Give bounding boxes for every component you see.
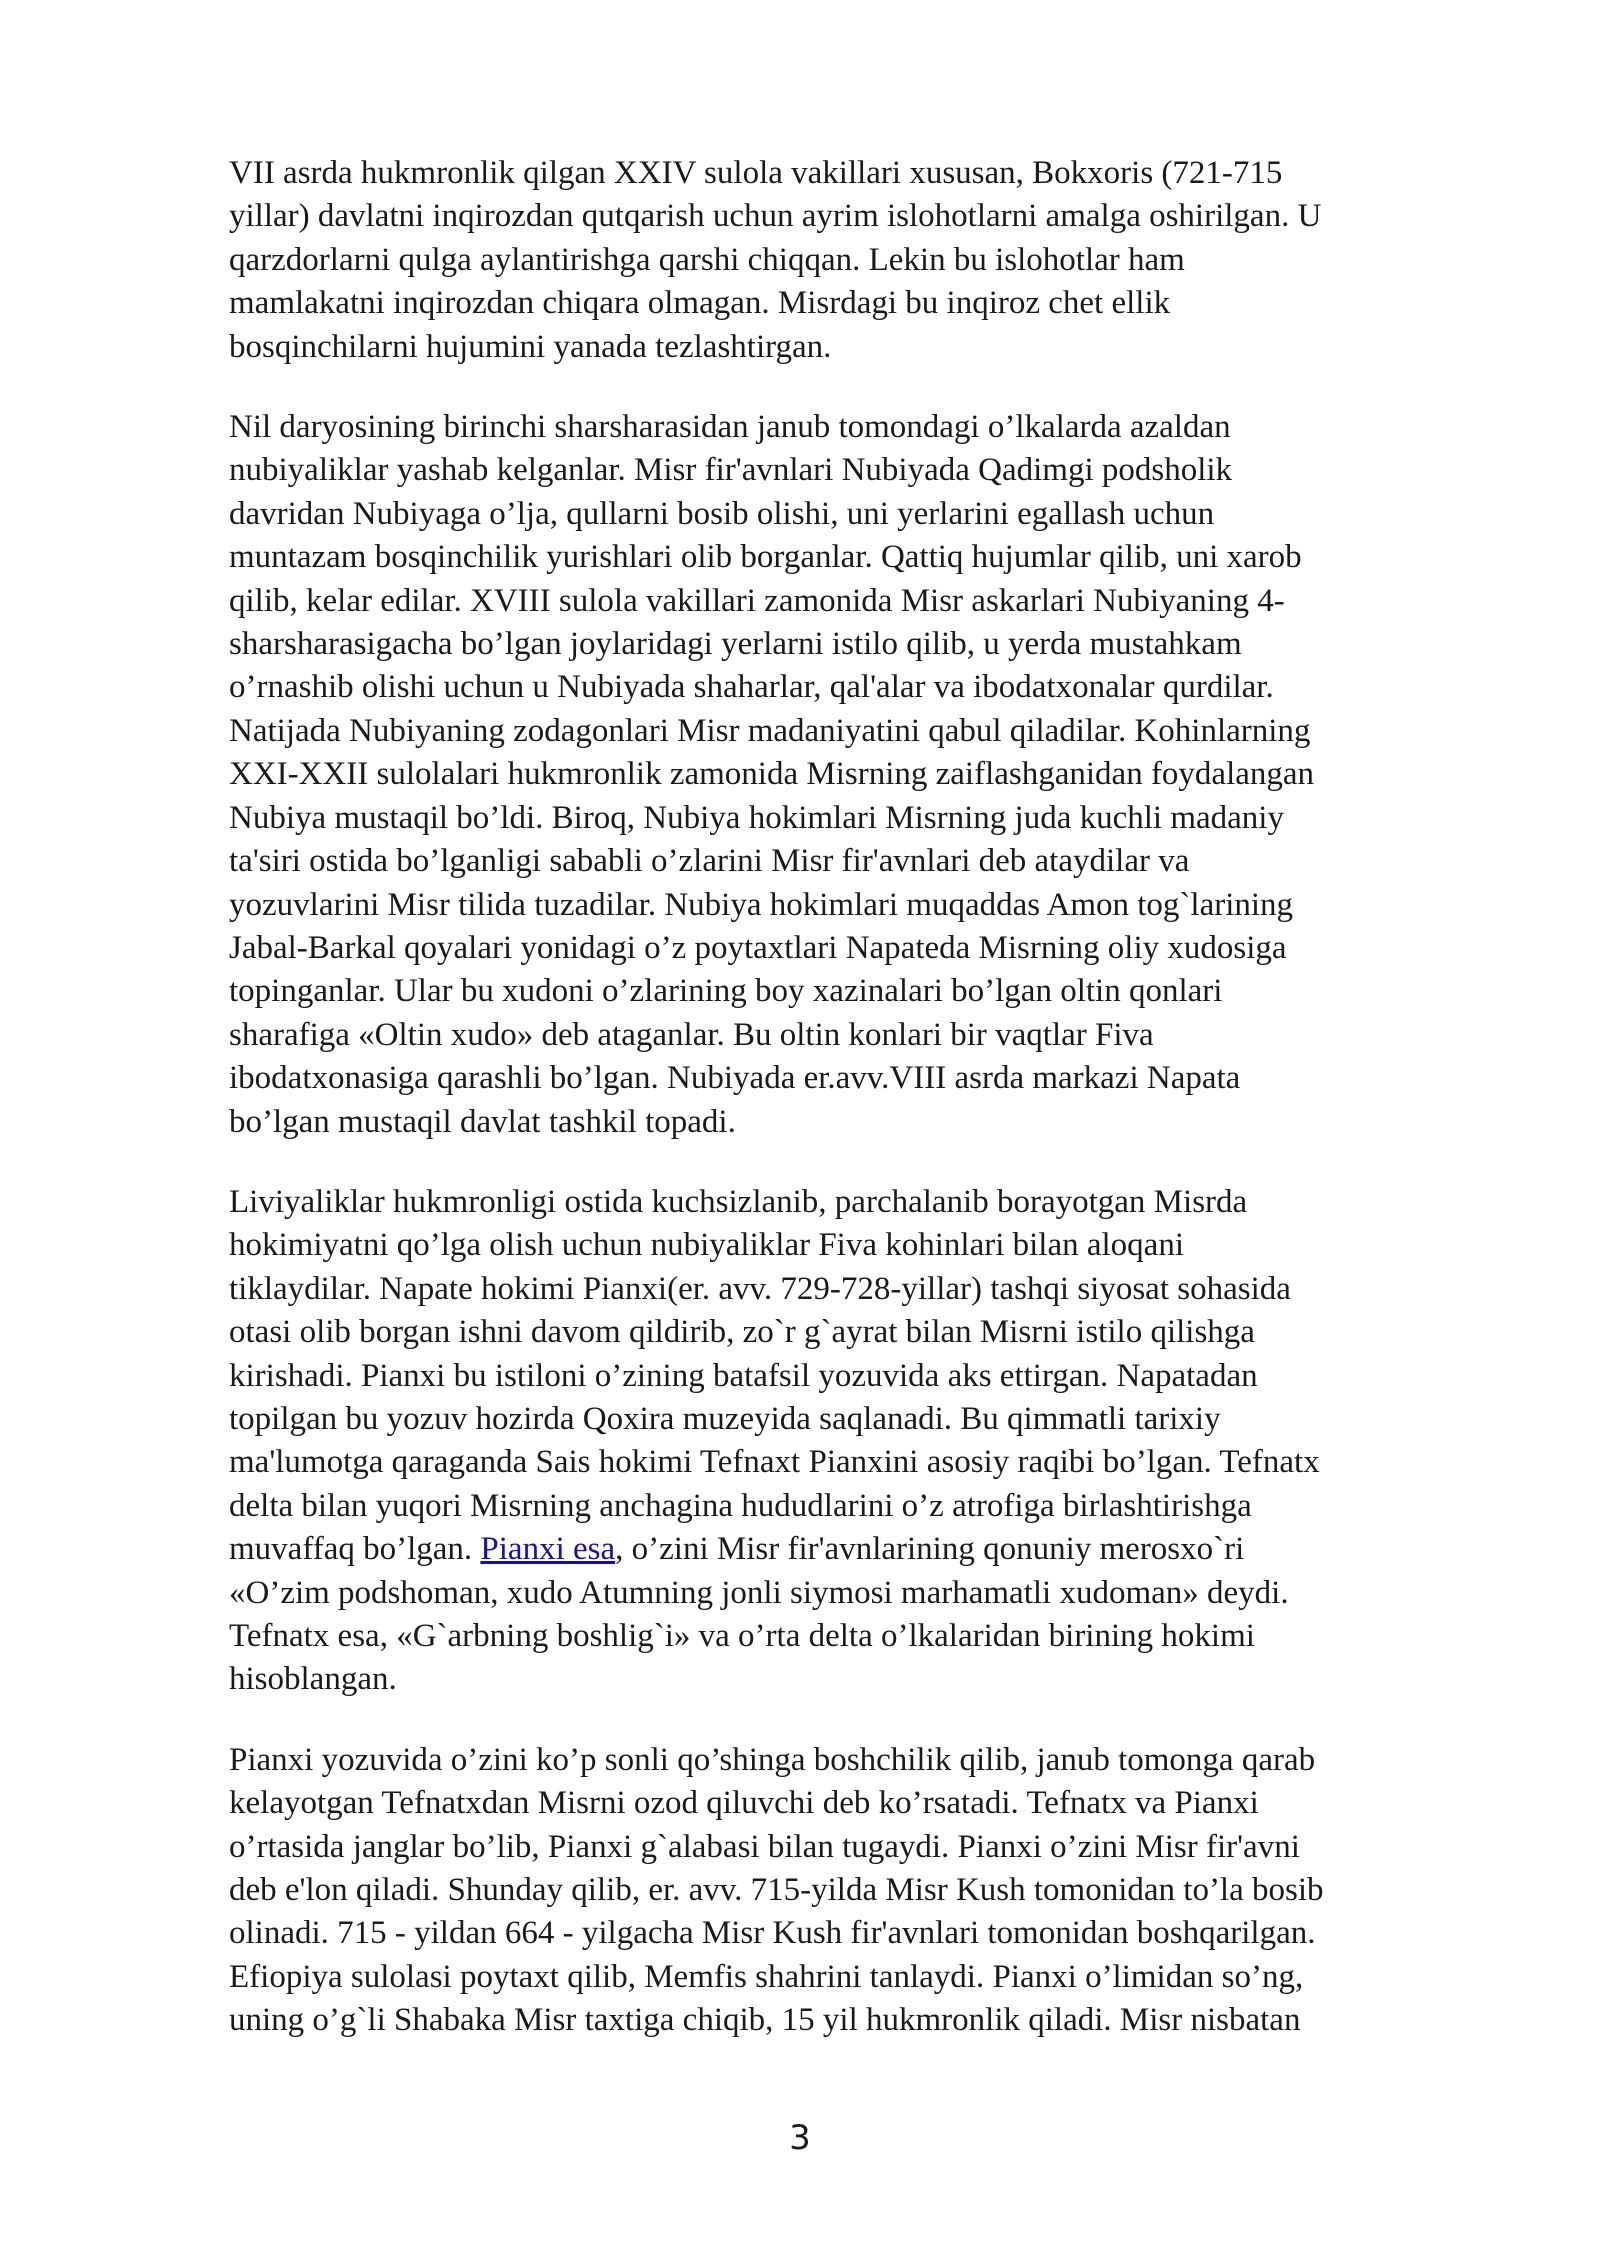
text-line: o’rnashib olishi uchun u Nubiyada shaharlar, qal'alar va ibodatxonalar qurdilar. <box>229 669 1274 706</box>
text-line: kirishadi. Pianxi bu istiloni o’zining batafsil yozuvida aks ettirgan. Napatadan <box>229 1357 1258 1394</box>
text-segment: muvaffaq bo’lgan. <box>229 1531 481 1568</box>
text-line: Tefnatx esa, «G`arbning boshlig`i» va o’rta delta o’lkalaridan birining hokimi <box>229 1618 1255 1654</box>
text-line: uning o’g`li Shabaka Misr taxtiga chiqib, 15 yil hukmronlik qiladi. Misr nisbatan <box>229 2002 1301 2039</box>
text-line: deb e'lon qiladi. Shunday qilib, er. avv. 715-yilda Misr Kush tomonidan to’la bosib <box>229 1872 1324 1909</box>
body-text <box>229 152 1489 2080</box>
pianxi-esa-link[interactable]: Pianxi esa <box>480 1531 616 1568</box>
paragraph-1 <box>229 152 1489 369</box>
text-line: o’rtasida janglar bo’lib, Pianxi g`alabasi bilan tugaydi. Pianxi o’zini Misr fir'avni <box>229 1828 1300 1865</box>
text-line-with-link <box>229 1528 1489 1571</box>
text-line: ibodatxonasiga qarashli bo’lgan. Nubiyada er.avv.VIII asrda markazi Napata <box>229 1060 1241 1097</box>
text-line: Nubiya mustaqil bo’ldi. Biroq, Nubiya hokimlari Misrning juda kuchli madaniy <box>229 799 1284 836</box>
page-number: 3 <box>789 2118 811 2158</box>
text-line: Nil daryosining birinchi sharsharasidan janub tomondagi o’lkalarda azaldan <box>229 409 1231 446</box>
text-line: bosqinchilarni hujumini yanada tezlashtirgan. <box>229 328 832 365</box>
text-line: hisoblangan. <box>229 1661 397 1698</box>
text-line: olinadi. 715 - yildan 664 - yilgacha Misr Kush fir'avnlari tomonidan boshqarilgan. <box>229 1915 1316 1952</box>
paragraph-2 <box>229 406 1489 1144</box>
text-line: Jabal-Barkal qoyalari yonidagi o’z poytaxtlari Napateda Misrning oliy xudosiga <box>229 929 1287 966</box>
text-line: otasi olib borgan ishni davom qildirib, zo`r g`ayrat bilan Misrni istilo qilishga <box>229 1314 1255 1351</box>
text-line: davridan Nubiyaga o’lja, qullarni bosib olishi, uni yerlarini egallash uchun <box>229 495 1215 532</box>
text-line: sharafiga «Oltin xudo» deb ataganlar. Bu oltin konlari bir vaqtlar Fiva <box>229 1016 1154 1053</box>
text-line: Efiopiya sulolasi poytaxt qilib, Memfis shahrini tanlaydi. Pianxi o’limidan so’ng, <box>229 1958 1304 1995</box>
text-line: VII asrda hukmronlik qilgan XXIV sulola vakillari xususan, Bokxoris (721-715 <box>229 155 1283 191</box>
text-line: hokimiyatni qo’lga olish uchun nubiyaliklar Fiva kohinlari bilan aloqani <box>229 1227 1185 1264</box>
paragraph-4 <box>229 1739 1489 2043</box>
text-line: qilib, kelar edilar. XVIII sulola vakillari zamonida Misr askarlari Nubiyaning 4- <box>229 582 1285 619</box>
text-segment: , o’zini Misr fir'avnlarining qonuniy merosxo`ri <box>615 1531 1245 1568</box>
text-line: «O’zim podshoman, xudo Atumning jonli siymosi marhamatli xudoman» deydi. <box>229 1574 1289 1611</box>
text-line: ma'lumotga qaraganda Sais hokimi Tefnaxt Pianxini asosiy raqibi bo’lgan. Tefnatx <box>229 1444 1320 1481</box>
text-line: qarzdorlarni qulga aylantirishga qarshi chiqqan. Lekin bu islohotlar ham <box>229 241 1185 278</box>
text-line: Pianxi yozuvida o’zini ko’p sonli qo’shinga boshchilik qilib, janub tomonga qarab <box>229 1741 1316 1778</box>
text-line: Natijada Nubiyaning zodagonlari Misr madaniyatini qabul qiladilar. Kohinlarning <box>229 712 1311 749</box>
text-line: yozuvlarini Misr tilida tuzadilar. Nubiya hokimlari muqaddas Amon tog`larining <box>229 886 1294 923</box>
text-line: kelayotgan Tefnatxdan Misrni ozod qiluvchi deb ko’rsatadi. Tefnatx va Pianxi <box>229 1785 1259 1822</box>
text-line: muntazam bosqinchilik yurishlari olib borganlar. Qattiq hujumlar qilib, uni xarob <box>229 539 1302 576</box>
text-line: XXI-XXII sulolalari hukmronlik zamonida Misrning zaiflashganidan foydalangan <box>229 756 1315 793</box>
text-line: ta'siri ostida bo’lganligi sababli o’zlarini Misr fir'avnlari deb ataydilar va <box>229 843 1190 880</box>
text-line: delta bilan yuqori Misrning anchagina hududlarini o’z atrofiga birlashtirishga <box>229 1487 1252 1524</box>
text-line: yillar) davlatni inqirozdan qutqarish uchun ayrim islohotlarni amalga oshirilgan. U <box>229 198 1322 235</box>
text-line: sharsharasigacha bo’lgan joylaridagi yerlarni istilo qilib, u yerda mustahkam <box>229 626 1242 663</box>
text-line: topinganlar. Ular bu xudoni o’zlarining boy xazinalari bo’lgan oltin qonlari <box>229 973 1223 1010</box>
text-line: nubiyaliklar yashab kelganlar. Misr fir'avnlari Nubiyada Qadimgi podsholik <box>229 452 1233 489</box>
text-line: tiklaydilar. Napate hokimi Pianxi(er. avv. 729-728-yillar) tashqi siyosat sohasida <box>229 1270 1291 1307</box>
paragraph-3 <box>229 1181 1489 1702</box>
text-line: topilgan bu yozuv hozirda Qoxira muzeyida saqlanadi. Bu qimmatli tarixiy <box>229 1400 1221 1437</box>
text-line: mamlakatni inqirozdan chiqara olmagan. Misrdagi bu inqiroz chet ellik <box>229 285 1171 322</box>
text-line: bo’lgan mustaqil davlat tashkil topadi. <box>229 1103 736 1140</box>
text-line: Liviyaliklar hukmronligi ostida kuchsizlanib, parchalanib borayotgan Misrda <box>229 1183 1248 1220</box>
